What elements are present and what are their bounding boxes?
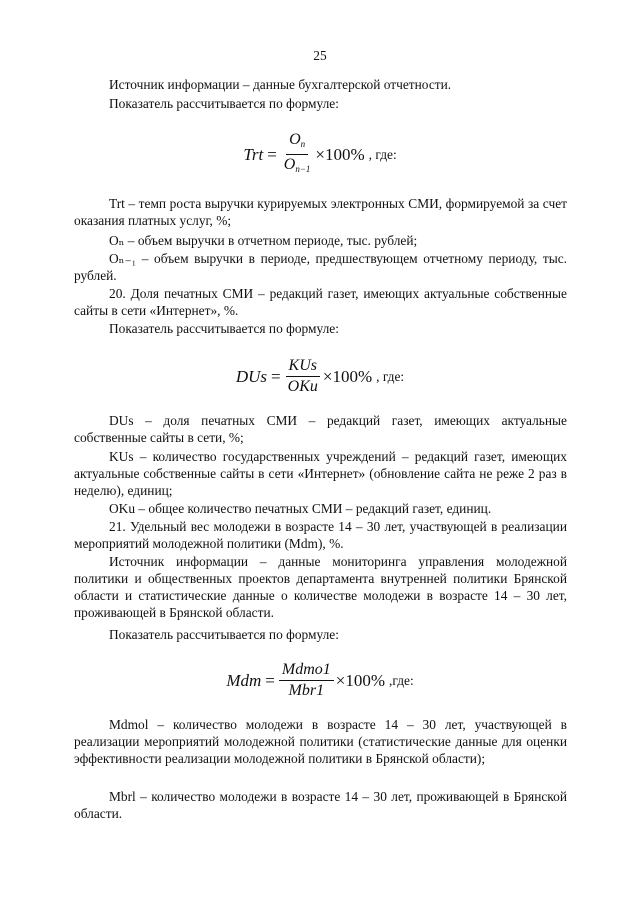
formula-mdm-tail: ,где: — [389, 672, 414, 688]
paragraph-on1-definition: Оₙ₋₁ – объем выручки в периоде, предшествующем отчетному периоду, тыс. рублей. — [74, 251, 567, 283]
formula-trt-multiplier: ×100% — [315, 144, 365, 164]
paragraph-formula-intro-2: Показатель рассчитывается по формуле: — [109, 321, 339, 336]
formula-dus-multiplier: ×100% — [322, 366, 373, 386]
paragraph-item-20: 20. Доля печатных СМИ – редакций газет, имеющих актуальные собственные сайты в сети «Интернет», %. — [74, 286, 567, 318]
formula-trt — [0, 130, 640, 178]
paragraph-on-definition: Оₙ – объем выручки в отчетном периоде, тыс. рублей; — [109, 233, 418, 248]
paragraph-mbrl-definition: Mbrl – количество молодежи в возрасте 14 – 30 лет, проживающей в Брянской области. — [74, 789, 567, 821]
paragraph-oku-definition: OKu – общее количество печатных СМИ – редакций газет, единиц. — [109, 501, 492, 516]
paragraph-trt-definition: Trt – темп роста выручки курируемых электронных СМИ, формируемой за счет оказания платных услуг, %; — [74, 196, 567, 228]
formula-mdm-numerator: Mdmo1 — [279, 660, 334, 681]
formula-trt-equals: = — [267, 144, 277, 164]
formula-trt-denominator: $O_{n-1}$ — [283, 155, 311, 174]
formula-dus — [0, 352, 640, 400]
formula-dus-equals: = — [271, 366, 281, 386]
formula-trt-tail: , где: — [368, 146, 397, 162]
formula-dus-numerator: KUs — [286, 356, 320, 377]
paragraph-mdmol-definition: Mdmol – количество молодежи в возрасте 14 – 30 лет, участвующей в реализации мероприятий молодежной политики (статистические данные для оценки эффективности реализации молодежной политики в Брянской области); — [74, 717, 567, 766]
formula-dus-tail: , где: — [376, 368, 405, 384]
formula-mdm-lhs: Mdm — [226, 670, 262, 690]
paragraph-formula-intro-3: Показатель рассчитывается по формуле: — [109, 627, 339, 642]
formula-mdm — [0, 656, 640, 704]
paragraph-source-accounting: Источник информации – данные бухгалтерской отчетности. — [109, 77, 452, 92]
page-number: 25 — [313, 48, 327, 63]
paragraph-formula-intro-1: Показатель рассчитывается по формуле: — [109, 96, 339, 111]
formula-trt-fraction — [281, 130, 314, 179]
paragraph-source-monitoring: Источник информации – данные мониторинга управления молодежной политики и общественных проектов департамента внутренней политики Брянской области и статистические данные о количестве молодежи в возрасте 14 – 30 лет, проживающей в Брянской области. — [74, 554, 567, 620]
paragraph-dus-definition: DUs – доля печатных СМИ – редакций газет, имеющих актуальные собственные сайты в сети, %; — [74, 413, 567, 445]
paragraph-kus-definition: KUs – количество государственных учреждений – редакций газет, имеющих актуальные собственные сайты в сети «Интернет» (обновление сайта не реже 2 раз в неделю), единиц; — [74, 449, 567, 498]
formula-mdm-denominator: Mbr1 — [288, 681, 325, 699]
formula-trt-numerator: $O_n$ — [286, 130, 308, 155]
formula-dus-denominator: OKu — [287, 377, 318, 395]
formula-trt-lhs: Trt — [243, 144, 264, 164]
paragraph-item-21: 21. Удельный вес молодежи в возрасте 14 – 30 лет, участвующей в реализации мероприятий молодежной политики (Mdm), %. — [74, 519, 567, 551]
formula-dus-lhs: DUs — [235, 366, 268, 386]
formula-mdm-equals: = — [265, 670, 275, 690]
formula-mdm-multiplier: ×100% — [335, 670, 386, 690]
formula-mdm-fraction — [279, 660, 334, 701]
formula-dus-fraction — [285, 356, 321, 397]
